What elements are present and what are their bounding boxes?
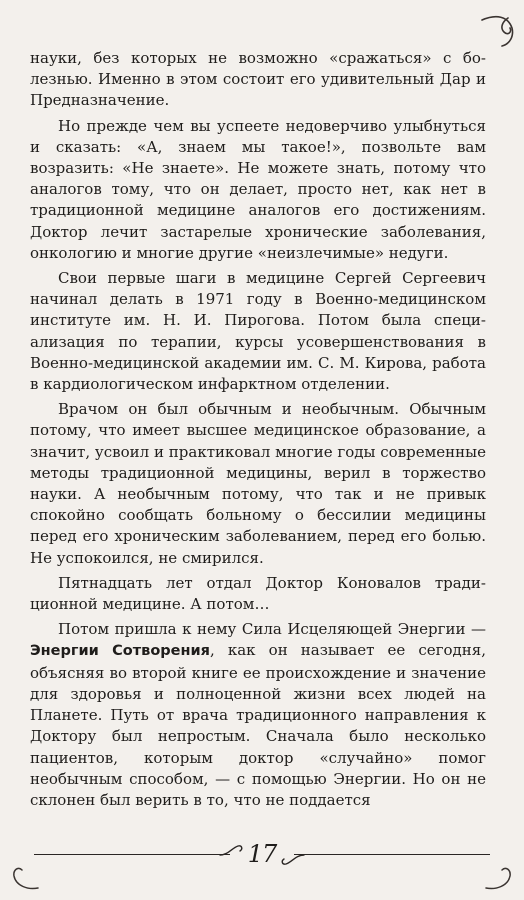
footer-rule-left [34,854,230,855]
flourish-left-icon [218,840,244,870]
emphasis-text: Энергии Сотворения [30,643,210,660]
corner-ornament-icon [8,862,42,892]
paragraph: Врачом он был обычным и необычным. Обычным потому, что имеет высшее медицинское образование, а значит, усвоил и практиковал многие годы современные методы традиционной медицины, верил в торжество науки. А необычным потому, что так и не привык спокойно сообщать больному о бессилии медицины перед его хроническим заболеванием, перед его болью. Не успокоился, не смирился. [30,400,486,567]
corner-ornament-icon [482,862,516,892]
page-number: 17 [247,840,277,868]
corner-ornament-icon [478,10,518,50]
paragraph-text: Потом пришла к нему Сила Исцеляющей Энергии — [58,620,486,639]
footer-rule-right [294,854,490,855]
paragraph: Свои первые шаги в медицине Сергей Сергеевич начинал делать в 1971 году в Военно-медицинском институте им. Н. И. Пирогова. Потом была специализация по терапии, курсы усовершенствования в Военно-медицинской академии им. С. М. Кирова, работа в кардиологическом инфарктном отделении. [30,269,486,394]
paragraph: Пятнадцать лет отдал Доктор Коновалов традиционной медицине. А потом… [30,573,486,614]
paragraph: Но прежде чем вы успеете недоверчиво улыбнуться и сказать: «А, знаем мы такое!», позвольте вам возразить: «Не знаете». Не можете знать, потому что аналогов тому, что он делает, просто нет, как нет в традиционной медицине аналогов его достижениям. Доктор лечит застарелые хронические заболевания, онкологию и многие другие «неизлечимые» недуги. [30,116,486,262]
main-text [30,48,486,811]
page-footer [34,836,490,872]
paragraph-text: , как он называет ее сегодня, объясняя во второй книге ее происхождение и значение для здоровья и полноценной жизни всех людей на Планете. Путь от врача традиционного направления к Доктору был непростым. Сначала было несколько пациентов, которым доктор «случайно» помог необычным способом, — с помощью Энергии. Но он не склонен был верить в то, что не поддается [30,641,486,809]
paragraph: науки, без которых не возможно «сражаться» с болезнью. Именно в этом состоит его удивительный Дар и Предназначение. [30,49,486,110]
paragraph [30,619,486,811]
